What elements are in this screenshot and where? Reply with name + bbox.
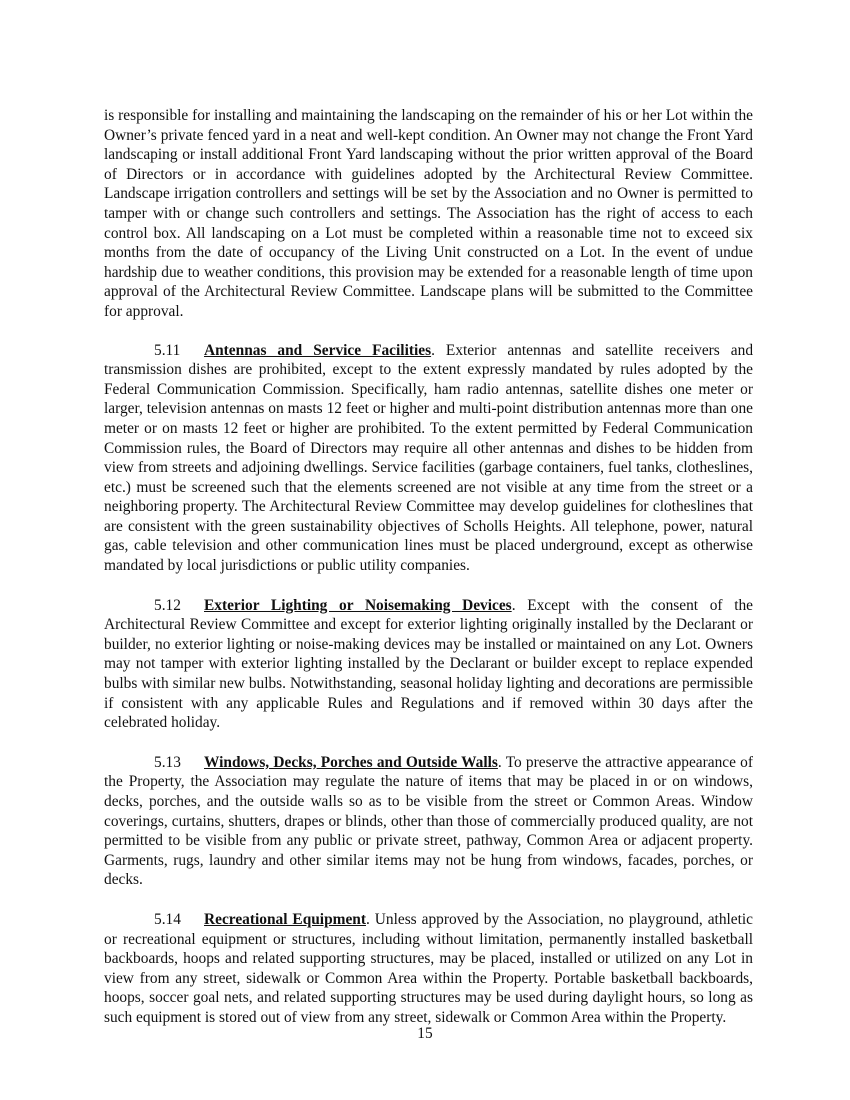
section-heading: Windows, Decks, Porches and Outside Walls	[204, 753, 498, 771]
intro-paragraph: is responsible for installing and maintaining the landscaping on the remainder of his or her Lot within the Owner’s private fenced yard in a neat and well-kept condition. An Owner may not change the Front Yard landscaping or install additional Front Yard landscaping without the prior written approval of the Board of Directors or in accordance with guidelines adopted by the Architectural Review Committee. Landscape irrigation controllers and settings will be set by the Association and no Owner is permitted to tamper with or change such controllers and settings. The Association has the right of access to each control box. All landscaping on a Lot must be completed within a reasonable time not to exceed six months from the date of occupancy of the Living Unit constructed on a Lot. In the event of undue hardship due to weather conditions, this provision may be extended for a reasonable length of time upon approval of the Architectural Review Committee. Landscape plans will be submitted to the Committee for approval.	[104, 107, 753, 320]
section-number: 5.14	[154, 910, 181, 928]
section-number: 5.11	[154, 341, 181, 359]
section-number: 5.13	[154, 753, 181, 771]
section-body: . Exterior antennas and satellite receivers and transmission dishes are prohibited, except to the extent expressly mandated by rules adopted by the Federal Communication Commission. Specifically, ham radio antennas, satellite dishes one meter or larger, television antennas on masts 12 feet or higher and multi-point distribution antennas more than one meter or on masts 12 feet or higher are prohibited. To the extent permitted by Federal Communication Commission rules, the Board of Directors may require all other antennas and dishes to be hidden from view from streets and adjoining dwellings. Service facilities (garbage containers, fuel tanks, clotheslines, etc.) must be screened such that the elements screened are not visible at any time from the street or a neighboring property. The Architectural Review Committee may develop guidelines for clotheslines that are consistent with the green sustainability objectives of Scholls Heights. All telephone, power, natural gas, cable television and other communication lines must be placed underground, except as otherwise mandated by local jurisdictions or public utility companies.	[104, 341, 754, 575]
section-number: 5.12	[154, 596, 181, 614]
document-page	[104, 106, 753, 1028]
section-5-14	[104, 910, 753, 1028]
section-5-11	[104, 341, 753, 576]
section-5-13	[104, 753, 753, 890]
section-5-12	[104, 596, 753, 733]
section-heading: Exterior Lighting or Noisemaking Devices	[204, 596, 512, 614]
section-body: . Unless approved by the Association, no playground, athletic or recreational equipment or structures, including without limitation, permanently installed basketball backboards, hoops and related supporting structures, may be placed, installed or utilized on any Lot in view from any street, sidewalk or Common Area within the Property. Portable basketball backboards, hoops, soccer goal nets, and related supporting structures may be used during daylight hours, so long as such equipment is stored out of view from any street, sidewalk or Common Area within the Property.	[104, 910, 754, 1026]
section-heading: Antennas and Service Facilities	[204, 341, 432, 359]
section-heading: Recreational Equipment	[204, 910, 366, 928]
section-body: . Except with the consent of the Architectural Review Committee and except for exterior lighting originally installed by the Declarant or builder, no exterior lighting or noise-making devices may be installed or maintained on any Lot. Owners may not tamper with exterior lighting installed by the Declarant or builder except to replace expended bulbs with similar new bulbs. Notwithstanding, seasonal holiday lighting and decorations are permissible if consistent with any applicable Rules and Regulations and if removed within 30 days after the celebrated holiday.	[104, 596, 753, 732]
section-body: . To preserve the attractive appearance of the Property, the Association may regulate the nature of items that may be placed in or on windows, decks, porches, and the outside walls so as to be visible from the street or Common Areas. Window coverings, curtains, shutters, drapes or blinds, other than those of commercially produced quality, are not permitted to be visible from any public or private street, pathway, Common Area or adjacent property. Garments, rugs, laundry and other similar items may not be hung from windows, facades, porches, or decks.	[104, 753, 753, 889]
page-number: 15	[417, 1025, 433, 1042]
